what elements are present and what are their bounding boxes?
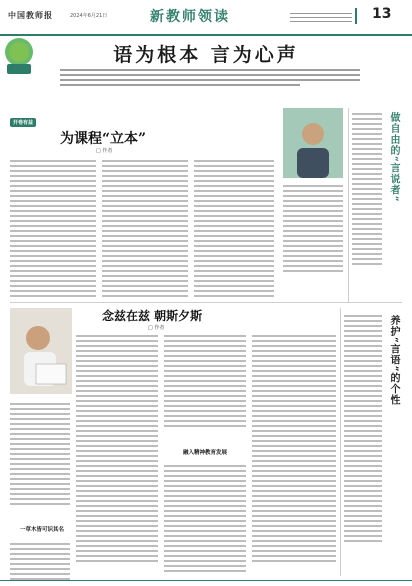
page-number-bar bbox=[355, 8, 357, 24]
article-byline: □ 作者 bbox=[96, 148, 113, 154]
column-divider bbox=[340, 308, 341, 576]
article-column bbox=[10, 540, 70, 583]
article-photo bbox=[10, 308, 72, 394]
page-footer bbox=[0, 580, 412, 586]
section-title: 新教师领读 bbox=[150, 9, 230, 25]
article-column bbox=[283, 182, 343, 275]
article-title-morning: 念兹在兹 朝斯夕斯 bbox=[102, 309, 203, 323]
article-column bbox=[352, 110, 382, 268]
page-number: 13 bbox=[372, 6, 392, 22]
section-divider bbox=[10, 302, 402, 303]
article-column bbox=[252, 332, 336, 565]
article-title-speaker: 做自由的“言说者” bbox=[388, 112, 399, 203]
article-column bbox=[194, 157, 274, 300]
article-title-curriculum: 为课程“立本” bbox=[60, 131, 147, 147]
main-headline: 语为根本 言为心声 bbox=[113, 44, 299, 66]
article-byline: □ 作者 bbox=[148, 325, 165, 331]
article-column bbox=[344, 312, 382, 545]
subhead: 一草木皆可识其名 bbox=[19, 527, 64, 533]
column-divider bbox=[348, 108, 349, 303]
article-column bbox=[10, 400, 70, 508]
article-column bbox=[10, 157, 96, 300]
issue-date: 2024年6月21日 bbox=[70, 13, 108, 19]
intro-paragraph bbox=[60, 66, 360, 89]
author-photo bbox=[283, 108, 343, 178]
newspaper-brand: 中国教师报 bbox=[8, 10, 53, 20]
article-column bbox=[102, 157, 188, 300]
subhead: 融入精神教育发展 bbox=[182, 450, 227, 456]
article-label: 开卷有益 bbox=[10, 118, 36, 127]
editor-info bbox=[290, 10, 352, 25]
article-column bbox=[164, 332, 246, 430]
article-column bbox=[76, 332, 158, 565]
article-column bbox=[164, 462, 246, 575]
article-title-individuality: 养护“言语”的个性 bbox=[388, 315, 399, 406]
